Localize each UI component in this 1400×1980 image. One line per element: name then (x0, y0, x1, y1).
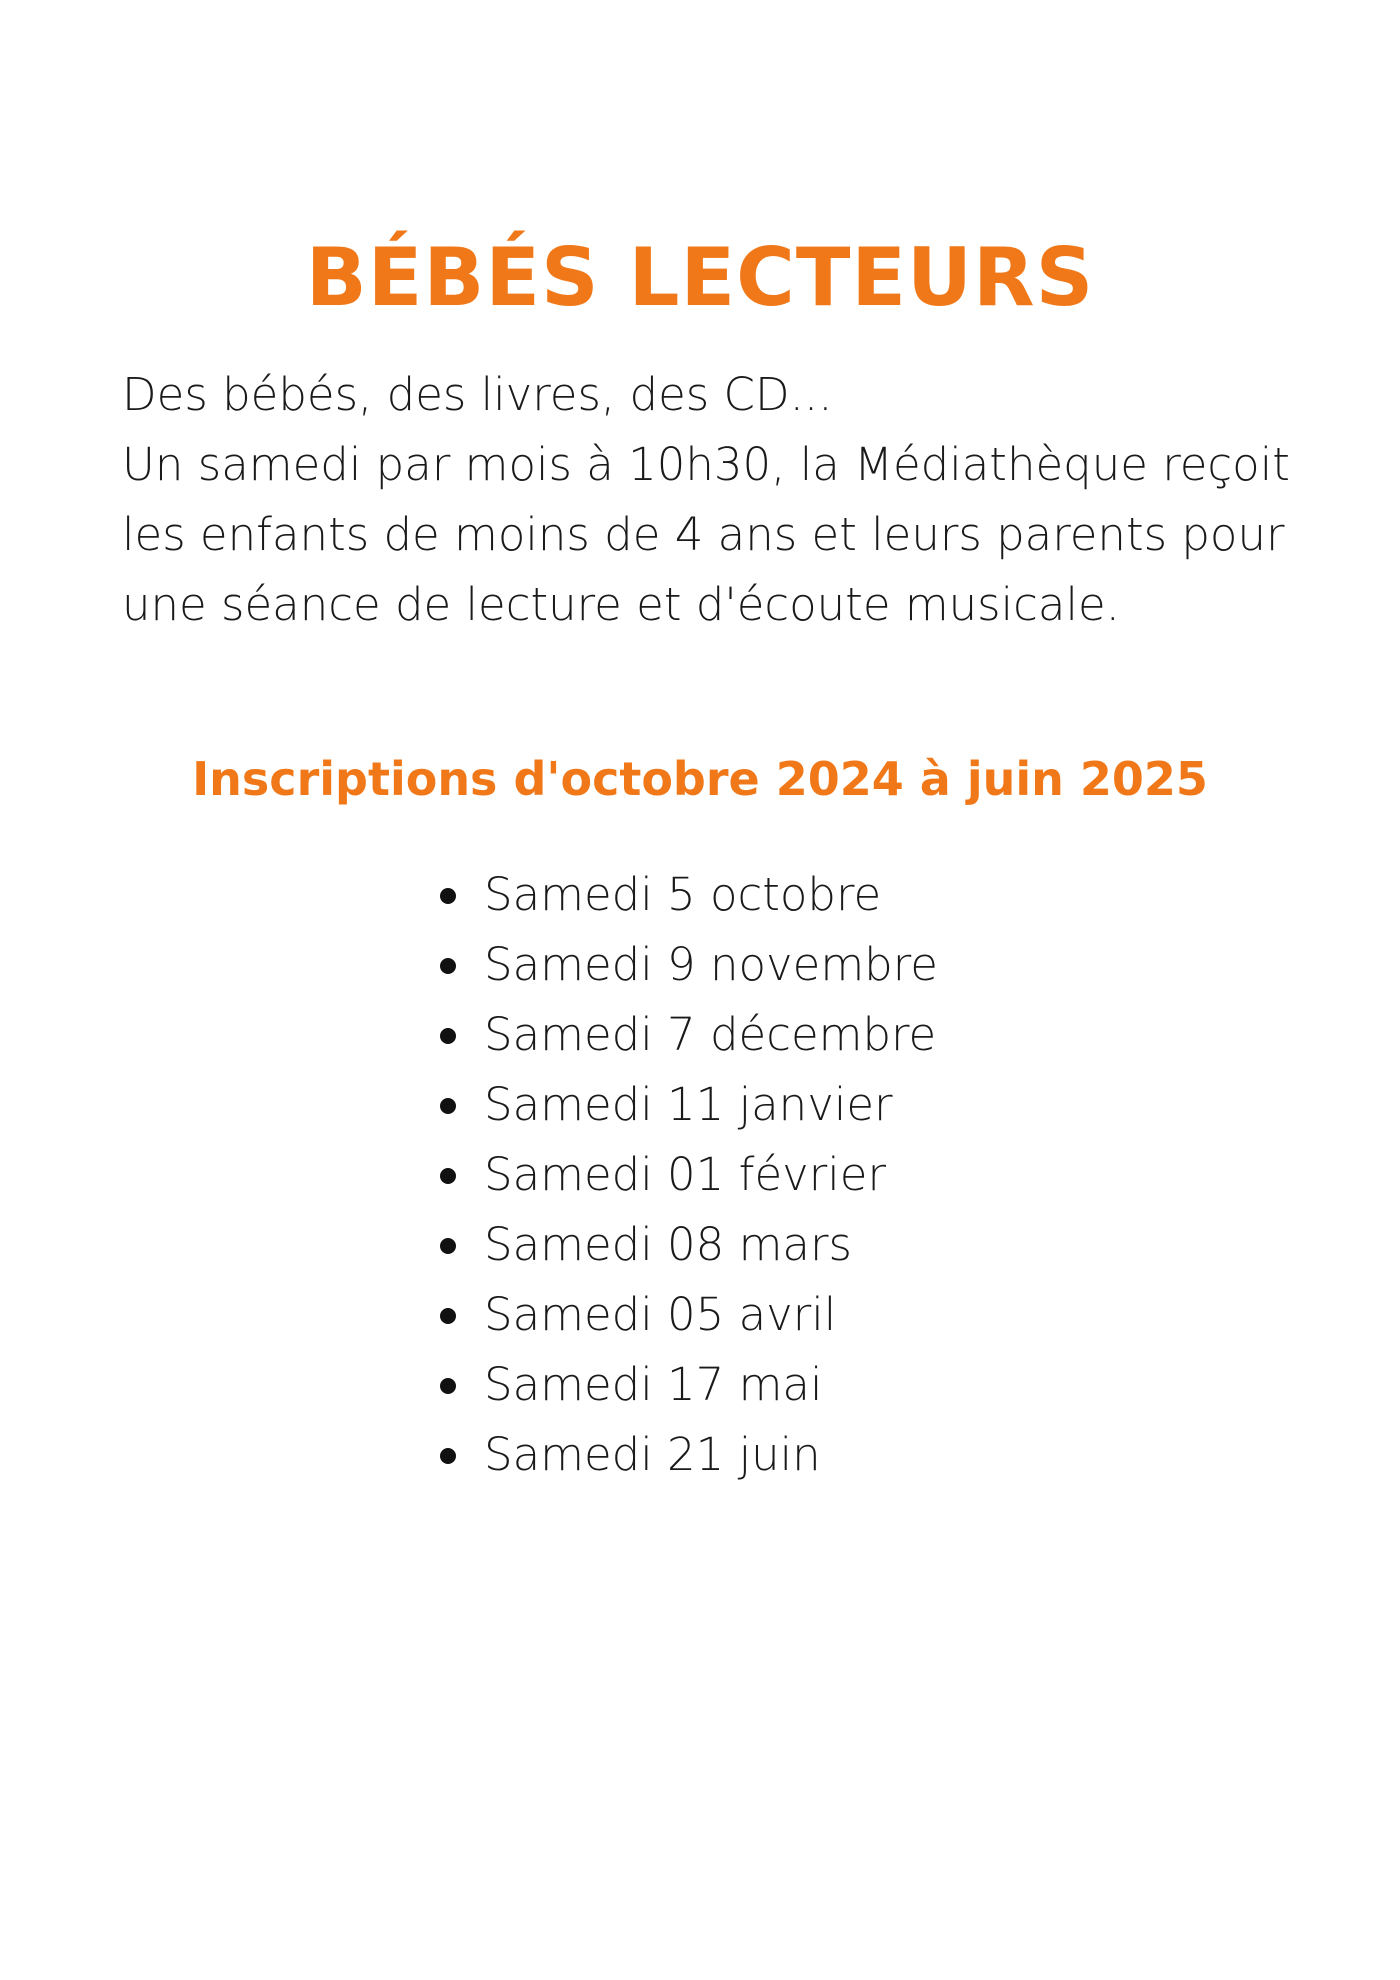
list-item (432, 1420, 938, 1490)
list-item (432, 1070, 938, 1140)
list-item (432, 1000, 938, 1070)
session-date: Samedi 9 novembre (484, 938, 938, 991)
session-date: Samedi 21 juin (484, 1428, 821, 1481)
intro-line: une séance de lecture et d'écoute musicale. (122, 578, 1120, 631)
session-date: Samedi 05 avril (484, 1288, 837, 1341)
intro-text (122, 360, 1322, 640)
list-item (432, 860, 938, 930)
bullet-icon (440, 1098, 456, 1114)
session-date: Samedi 11 janvier (484, 1078, 893, 1131)
session-date: Samedi 08 mars (484, 1218, 852, 1271)
intro-line: Un samedi par mois à 10h30, la Médiathèque reçoit (122, 438, 1290, 491)
list-item (432, 1140, 938, 1210)
session-date: Samedi 7 décembre (484, 1008, 937, 1061)
bullet-icon (440, 1028, 456, 1044)
bullet-icon (440, 888, 456, 904)
bullet-icon (440, 1308, 456, 1324)
page-title: BÉBÉS LECTEURS (305, 231, 1095, 324)
list-item (432, 1350, 938, 1420)
list-item (432, 1280, 938, 1350)
intro-line: Des bébés, des livres, des CD... (122, 368, 833, 421)
list-item (432, 1210, 938, 1280)
bullet-icon (440, 1378, 456, 1394)
session-date: Samedi 5 octobre (484, 868, 882, 921)
session-date: Samedi 01 février (484, 1148, 886, 1201)
session-date: Samedi 17 mai (484, 1358, 823, 1411)
intro-line: les enfants de moins de 4 ans et leurs parents pour (122, 508, 1285, 561)
session-date-list (432, 860, 938, 1490)
registration-heading: Inscriptions d'octobre 2024 à juin 2025 (192, 752, 1208, 806)
bullet-icon (440, 1238, 456, 1254)
bullet-icon (440, 1168, 456, 1184)
list-item (432, 930, 938, 1000)
bullet-icon (440, 958, 456, 974)
bullet-icon (440, 1448, 456, 1464)
